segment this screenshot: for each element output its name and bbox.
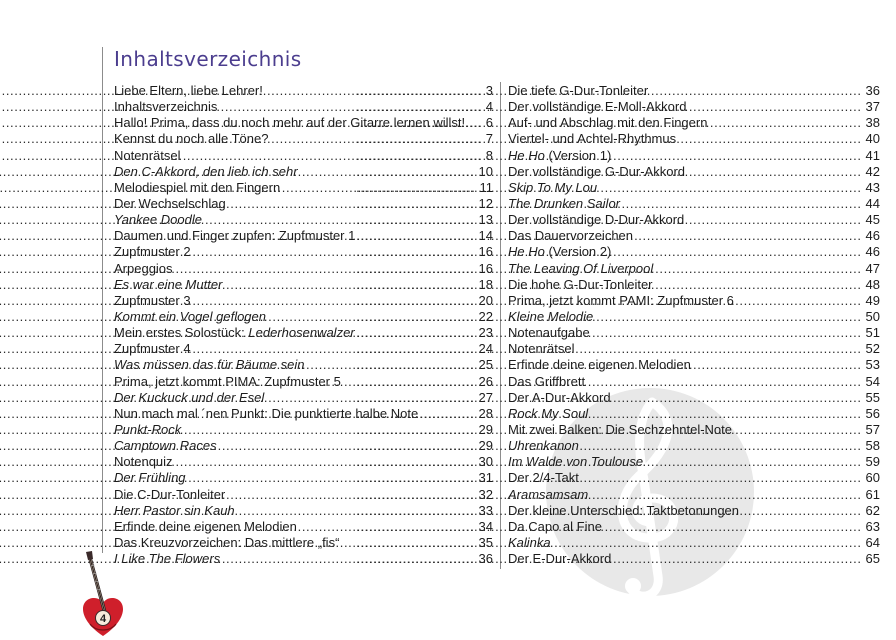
toc-entry [508,99,880,115]
toc-entry [508,131,880,147]
toc-entry-title: Erfinde deine eigenen Melodien [114,518,297,534]
toc-entry-title: Mein erstes Solostück: Lederhosenwalzer [114,325,355,341]
toc-entry [508,551,880,567]
dot-leader [743,503,862,519]
toc-entry-page: 42 [865,163,880,179]
toc-entry-title: Prima, jetzt kommt PAMI: Zupfmuster 6 [508,292,734,308]
toc-entry-title: Der kleine Unterschied: Taktbetonungen [508,502,740,518]
toc-entry-page: 50 [865,308,880,324]
toc-entry [508,438,880,454]
toc-entry [508,277,880,293]
toc-entry-title: Notenrätsel [508,341,575,357]
toc-entry-title: Inhaltsverzeichnis [114,99,218,115]
toc-entry-page: 23 [478,325,493,341]
toc-entry-title: Melodiespiel mit den Fingern [114,179,281,195]
toc-entry [508,390,880,406]
toc-entry-title: Der vollständige D-Dur-Akkord [508,212,685,228]
dot-leader [597,309,861,325]
toc-entry [508,487,880,503]
toc-entry-title: Mit zwei Balken: Die Sechzehntel-Note [508,421,732,437]
toc-entry-title: Zupfmuster 2 [114,244,191,260]
toc-entry-title: Der vollständige G-Dur-Akkord [508,163,686,179]
toc-entry-page: 49 [865,292,880,308]
toc-entry-page: 37 [865,99,880,115]
toc-entry-title: He Ho (Version 2) [508,244,612,260]
toc-entry [508,535,880,551]
toc-entry-page: 43 [865,179,880,195]
toc-entry [508,357,880,373]
toc-entry-page: 14 [478,228,493,244]
toc-entry [508,309,880,325]
toc-entry-title: Camptown Races [114,438,217,454]
toc-entry [508,228,880,244]
toc-entry-title: Kennst du noch alle Töne? [114,131,269,147]
toc-entry-page: 22 [478,308,493,324]
dot-leader [578,341,861,357]
toc-entry-page: 46 [865,244,880,260]
dot-leader [606,519,862,535]
dot-leader [592,487,861,503]
dot-leader [690,99,861,115]
dot-leader [688,212,861,228]
toc-entry-title: Kommt ein Vogel geflogen [114,308,267,324]
toc-entry-page: 10 [478,163,493,179]
toc-entry [508,115,880,131]
toc-entry-title: Punkt-Rock [114,421,182,437]
toc-entry-title: Notenaufgabe [508,325,590,341]
toc-entry-page: 18 [478,276,493,292]
toc-entry-page: 25 [478,357,493,373]
dot-leader [583,438,862,454]
toc-entry [508,422,880,438]
toc-entry-title: Zupfmuster 3 [114,292,191,308]
dot-leader [594,325,862,341]
toc-entry-title: Das Kreuzvorzeichen: Das mittlere „fis“ [114,534,340,550]
toc-entry-page: 35 [478,534,493,550]
toc-entry-page: 51 [865,325,880,341]
toc-entry-page: 56 [865,405,880,421]
dot-leader [615,244,861,260]
toc-entry-page: 13 [478,212,493,228]
toc-entry-title: Liebe Eltern, liebe Lehrer! [114,83,263,98]
toc-entry-page: 27 [478,389,493,405]
toc-entry-page: 40 [865,131,880,147]
toc-entry-title: Notenquiz [114,454,173,470]
dot-leader [615,551,861,567]
toc-entry [508,406,880,422]
toc-entry-title: Erfinde deine eigenen Melodien [508,357,691,373]
toc-entry [508,519,880,535]
dot-leader [711,115,861,131]
toc-entry [508,196,880,212]
dot-leader [736,422,862,438]
toc-entry-title: Es war eine Mutter [114,276,223,292]
toc-entry [508,180,880,196]
toc-entry-title: Der Wechselschlag [114,195,226,211]
guitar-heart-icon [76,550,130,640]
toc-entry-title: Kalinka [508,534,551,550]
dot-leader [657,261,861,277]
toc-entry-title: Der Frühling [114,470,186,486]
toc-entry-page: 36 [865,83,880,98]
toc-entry [508,470,880,486]
toc-entry-page: 55 [865,389,880,405]
toc-entry-page: 45 [865,212,880,228]
toc-entry-page: 47 [865,260,880,276]
toc-entry-page: 33 [478,502,493,518]
toc-entry-page: 7 [485,131,493,147]
toc-entry [508,244,880,260]
toc-entry-page: 41 [865,147,880,163]
toc-entry-page: 31 [478,470,493,486]
toc-entry-page: 12 [478,195,493,211]
page-title: Inhaltsverzeichnis [114,47,302,71]
dot-leader [689,164,862,180]
toc-entry-page: 54 [865,373,880,389]
dot-leader [601,180,861,196]
toc-entry-page: 3 [485,83,493,98]
toc-entry-title: Arpeggios [114,260,173,276]
dot-leader [652,83,861,99]
toc-entry-page: 16 [478,244,493,260]
toc-entry-title: Prima, jetzt kommt PIMA: Zupfmuster 5 [114,373,341,389]
dot-leader [680,131,861,147]
toc-entry-title: Viertel- und Achtel-Rhythmus [508,131,677,147]
toc-entry-title: Der 2/4-Takt [508,470,579,486]
toc-entry-page: 29 [478,421,493,437]
toc-entry-title: Herr Pastor sin Kauh [114,502,235,518]
toc-entry-page: 58 [865,438,880,454]
toc-entry-page: 60 [865,470,880,486]
dot-leader [592,406,861,422]
toc-entry [508,293,880,309]
toc-entry-title: Der E-Dur-Akkord [508,551,612,567]
toc-entry-page: 32 [478,486,493,502]
toc-entry-page: 24 [478,341,493,357]
toc-entry-title: Im Walde von Toulouse [508,454,644,470]
toc-entry [508,454,880,470]
toc-entry-page: 34 [478,518,493,534]
toc-entry-page: 26 [478,373,493,389]
toc-entry-title: Auf- und Abschlag mit den Fingern [508,115,708,131]
toc-entry-page: 48 [865,276,880,292]
toc-entry-title: Yankee Doodle [114,212,202,228]
toc-entry-page: 61 [865,486,880,502]
dot-leader [583,470,862,486]
toc-entry [508,341,880,357]
toc-entry-page: 63 [865,518,880,534]
toc-entry-page: 44 [865,195,880,211]
toc-entry-title: Der vollständige E-Moll-Akkord [508,99,687,115]
toc-entry-page: 52 [865,341,880,357]
toc-entry-title: Kleine Melodie [508,308,594,324]
toc-entry-page: 57 [865,421,880,437]
dot-leader [615,390,862,406]
toc-entry-title: Aramsamsam [508,486,589,502]
toc-entry-title: Zupfmuster 4 [114,341,191,357]
toc-entry-title: Skip To My Lou [508,179,598,195]
toc-entry [508,148,880,164]
toc-entry-title: Der A-Dur-Akkord [508,389,611,405]
dot-leader [615,148,861,164]
page-number: 4 [99,613,107,626]
dot-leader [695,357,862,373]
toc-entry-title: Den C-Akkord, den lieb ich sehr [114,163,298,179]
toc-entry-title: Nun mach mal ´nen Punkt: Die punktierte halbe Note [114,405,419,421]
toc-entry-title: I Like The Flowers [114,551,221,567]
toc-entry [508,164,880,180]
toc-entry-page: 11 [479,179,493,195]
toc-entry-title: Notenrätsel [114,147,181,163]
toc-entry-title: Der Kuckuck und der Esel [114,389,265,405]
toc-entry-title: Hallo! Prima, dass du noch mehr auf der Gitarre lernen willst! [114,115,466,131]
toc-entry-page: 30 [478,454,493,470]
toc-entry-page: 16 [478,260,493,276]
toc-entry-page: 20 [478,292,493,308]
toc-entry-page: 53 [865,357,880,373]
dot-leader [624,196,862,212]
toc-entry-page: 6 [485,115,493,131]
dot-leader [555,535,862,551]
toc-entry-page: 59 [865,454,880,470]
toc-entry [508,374,880,390]
toc-entry [508,83,880,99]
toc-entry [508,503,880,519]
toc-entry-page: 64 [865,534,880,550]
dot-leader [637,228,862,244]
toc-entry-page: 8 [485,147,493,163]
toc-entry-title: The Leaving Of Liverpool [508,260,654,276]
dot-leader [589,374,861,390]
dot-leader [738,293,862,309]
toc-entry-page: 36 [478,551,493,567]
toc-entry-page: 4 [485,99,493,115]
toc-entry-title: Da Capo al Fine [508,518,602,534]
toc-entry-title: Was müssen das für Bäume sein [114,357,305,373]
toc-entry-page: 29 [478,438,493,454]
toc-entry-page: 62 [865,502,880,518]
toc-entry [508,261,880,277]
toc-entry-page: 28 [478,405,493,421]
toc-entry-title: Uhrenkanon [508,438,579,454]
toc-entry-title: Daumen und Finger zupfen: Zupfmuster 1 [114,228,356,244]
toc-entry-title: Das Griffbrett [508,373,586,389]
toc-entry [508,325,880,341]
toc-entry-title: He Ho (Version 1) [508,147,612,163]
toc-entry-title: Die tiefe G-Dur-Tonleiter [508,83,649,98]
toc-entry-title: Die C-Dur-Tonleiter [114,486,226,502]
dot-leader [657,277,862,293]
dot-leader [647,454,861,470]
toc-entry-title: The Drunken Sailor [508,195,620,211]
toc-entry-title: Rock My Soul [508,405,589,421]
toc-entry-page: 38 [865,115,880,131]
toc-right-column [508,83,880,567]
toc-entry-page: 65 [865,551,880,567]
toc-entry-title: Das Dauervorzeichen [508,228,634,244]
toc-entry [508,212,880,228]
toc-entry-page: 46 [865,228,880,244]
toc-entry-title: Die hohe G-Dur-Tonleiter [508,276,653,292]
